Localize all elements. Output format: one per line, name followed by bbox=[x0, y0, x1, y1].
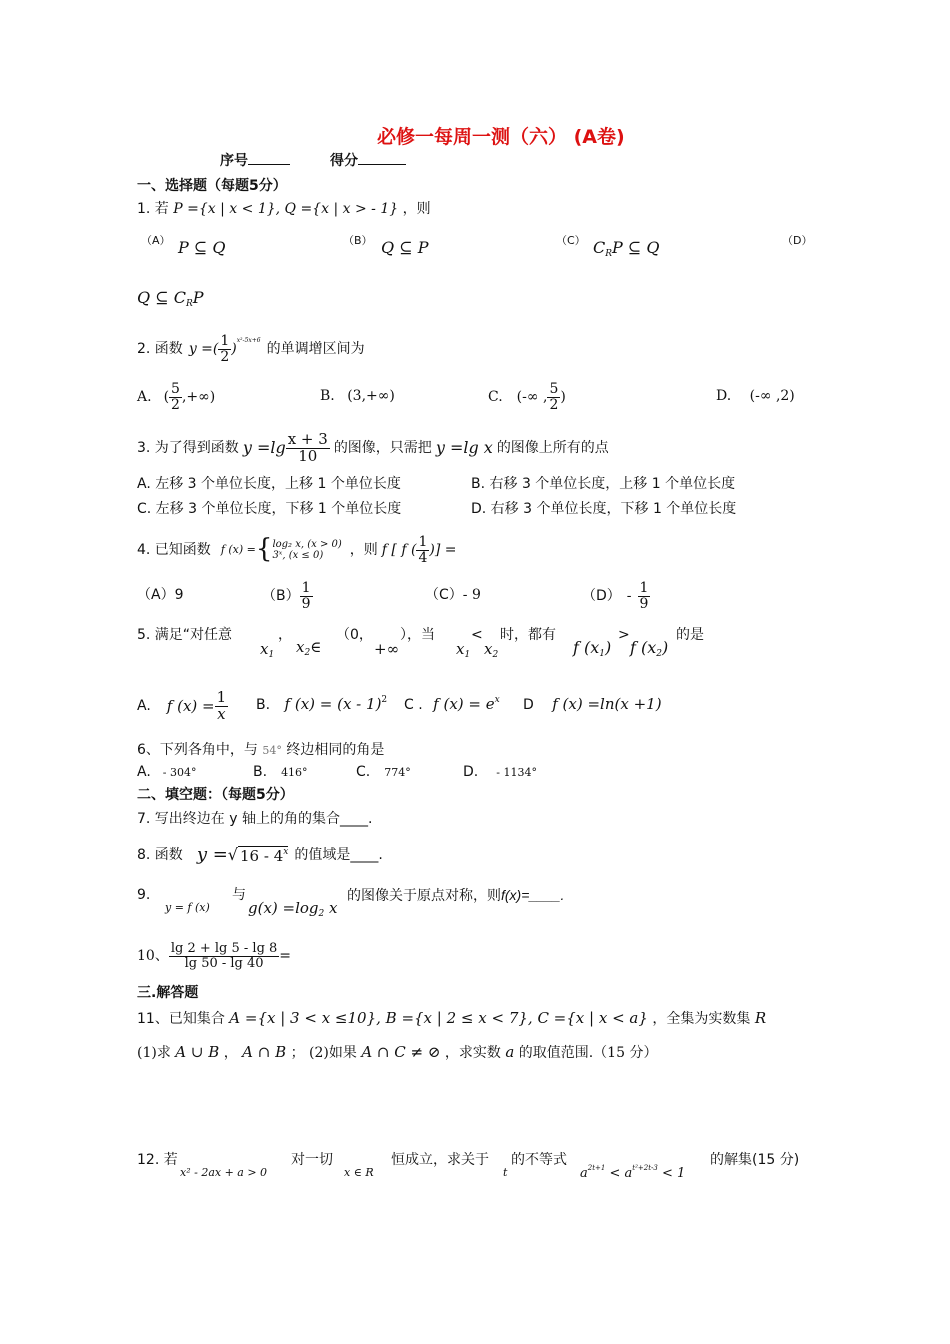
q11-sep: ， bbox=[223, 1045, 238, 1061]
q2-c-frac bbox=[547, 382, 560, 412]
q5-x1-sub: 1 bbox=[268, 650, 275, 660]
q4-a-text: 9 bbox=[174, 587, 184, 603]
q5-inf: +∞ bbox=[374, 640, 400, 658]
q3-option-c[interactable]: C. 左移 3 个单位长度，下移 1 个单位长度 bbox=[137, 501, 402, 517]
q6-d-label: D. bbox=[463, 764, 479, 780]
q1-tail: ，则 bbox=[402, 201, 431, 217]
q5-prefix: 5. 满足“对任意 bbox=[137, 627, 233, 643]
q2-option-a[interactable] bbox=[137, 375, 215, 419]
q4-expr-post: )] = bbox=[429, 541, 457, 558]
q2-post: 的单调增区间为 bbox=[266, 340, 365, 357]
q4-c-text: - 9 bbox=[462, 587, 481, 603]
question-8: 8. 函数 y = √ 16 - 4$^x$ 的值域是____. bbox=[137, 844, 383, 866]
q1-option-a[interactable] bbox=[141, 232, 171, 249]
q12-e2: t²+2t-3 bbox=[632, 1164, 658, 1172]
q6-a-label: A. bbox=[137, 764, 151, 780]
q2-c-pre: (-∞ , bbox=[516, 388, 548, 405]
q2-den: 2 bbox=[220, 348, 230, 365]
q3-num: x + 3 bbox=[287, 429, 328, 448]
q1-b-text: Q ⊆ P bbox=[381, 238, 429, 257]
q2-y: y =( bbox=[188, 340, 219, 357]
q1-d-pre: Q ⊆ C bbox=[137, 288, 186, 307]
score-field[interactable] bbox=[330, 153, 406, 170]
question-3 bbox=[137, 425, 609, 471]
q5-x1b bbox=[456, 640, 470, 661]
q2-exp: x²-5x+6 bbox=[236, 337, 261, 344]
q6-b-label: B. bbox=[253, 764, 268, 780]
q6-option-b[interactable] bbox=[253, 764, 308, 781]
question-4 bbox=[137, 530, 456, 570]
q11-prefix: 11、已知集合 bbox=[137, 1011, 225, 1027]
q6-c-text: 774° bbox=[384, 766, 411, 779]
q5-f1-sub: 1 bbox=[599, 649, 606, 659]
q4-den: 4 bbox=[418, 549, 428, 566]
q5-x2-sub: 2 bbox=[304, 648, 311, 658]
q5-option-b[interactable] bbox=[256, 695, 387, 714]
q11-a: a bbox=[505, 1043, 515, 1061]
q5-x1 bbox=[260, 640, 274, 661]
q3-y: y =lg bbox=[242, 438, 286, 458]
q12-mid: 恒成立，求关于 bbox=[391, 1152, 489, 1168]
q11-r: R bbox=[754, 1009, 767, 1027]
q5-x2-var: x bbox=[296, 638, 305, 656]
q3-prefix: 3. 为了得到函数 bbox=[137, 439, 239, 456]
q5-b-label: B. bbox=[256, 697, 271, 713]
q11-intersect: A ∩ B bbox=[242, 1043, 287, 1061]
q5-d-label: D bbox=[523, 697, 534, 713]
q1-option-b[interactable] bbox=[343, 232, 373, 249]
q2-a-frac bbox=[169, 382, 182, 412]
q12-post: 的解集(15 分) bbox=[710, 1152, 800, 1168]
q12-xr: x ∈ R bbox=[344, 1166, 374, 1179]
q3-den: 10 bbox=[298, 446, 318, 465]
q5-int-close-text: ） bbox=[400, 627, 407, 643]
question-11-parts bbox=[137, 1043, 657, 1062]
q9-g-pre: g(x) =log bbox=[248, 899, 319, 917]
q11-ask: ，求实数 bbox=[444, 1045, 501, 1061]
q10-eq: = bbox=[279, 947, 292, 964]
q5-b-pre: f (x) = (x - 1) bbox=[284, 695, 382, 713]
q3-mid: 的图像，只需把 bbox=[333, 439, 432, 456]
q6-angle: 54° bbox=[262, 744, 282, 757]
q4-brace: { bbox=[255, 534, 273, 565]
q12-a1: a bbox=[580, 1166, 588, 1181]
q6-post: 终边相同的角是 bbox=[286, 742, 385, 758]
q4-option-a[interactable] bbox=[137, 587, 184, 604]
q9-post-text: 的图像关于原点对称，则 bbox=[347, 888, 501, 904]
question-7: 7. 写出终边在 y 轴上的角的集合____. bbox=[137, 811, 373, 827]
q3-y2: y =lg x bbox=[435, 438, 493, 458]
q11-sets: A ={x | 3 < x ≤10}, B ={x | 2 ≤ x < 7}, C ={x | x < a} bbox=[229, 1009, 648, 1027]
q5-when2: 时，都有 bbox=[500, 627, 556, 643]
q4-d-num: 1 bbox=[639, 579, 649, 596]
q1-option-c[interactable] bbox=[556, 232, 586, 249]
q5-c-pre: f (x) = e bbox=[433, 695, 495, 713]
q5-b-exp: 2 bbox=[381, 695, 388, 705]
q6-option-c[interactable] bbox=[356, 764, 411, 781]
q6-option-d[interactable] bbox=[463, 764, 537, 781]
page-title: 必修一每周一测（六） (A卷) bbox=[377, 126, 625, 148]
q1-d-text bbox=[137, 288, 203, 310]
q4-option-b[interactable] bbox=[262, 576, 313, 616]
q9-fx: f(x)=____. bbox=[501, 887, 565, 903]
q5-d-text: f (x) =ln(x +1) bbox=[552, 695, 662, 713]
q8-prefix: 8. 函数 bbox=[137, 846, 183, 863]
q2-a-num: 5 bbox=[171, 380, 180, 397]
q5-c-label: C . bbox=[404, 697, 423, 713]
q2-option-d[interactable] bbox=[716, 388, 795, 405]
q4-f: f (x) = bbox=[220, 543, 256, 557]
q4-b-label: （B） bbox=[262, 587, 300, 604]
q9-post bbox=[347, 887, 564, 905]
q5-x2b bbox=[484, 640, 498, 661]
q8-rad: 16 - 4 bbox=[240, 846, 284, 865]
q12-expr bbox=[580, 1164, 685, 1182]
q11-tail: 的取值范围.（15 分） bbox=[518, 1045, 658, 1061]
q10-prefix: 10、 bbox=[137, 947, 169, 964]
q9-g bbox=[248, 899, 338, 920]
q5-gt: > bbox=[618, 627, 630, 643]
q4-d-label: （D） bbox=[582, 587, 621, 604]
q5-x1b-var: x bbox=[456, 640, 465, 658]
q4-prefix: 4. 已知函数 bbox=[137, 541, 211, 558]
q1-a-label: （A） bbox=[141, 234, 171, 247]
q2-c-label: C. bbox=[488, 388, 503, 405]
score-label: 得分 bbox=[330, 153, 358, 169]
q1-a-text: P ⊆ Q bbox=[178, 238, 226, 257]
q5-when: ，当 bbox=[407, 627, 435, 643]
q3-option-b[interactable]: B. 右移 3 个单位长度，上移 1 个单位长度 bbox=[471, 476, 736, 492]
q2-option-b[interactable] bbox=[320, 388, 395, 405]
q3-frac bbox=[286, 429, 330, 465]
q5-f1-close: ) bbox=[605, 638, 612, 657]
section-fill-heading: 二、填空题：（每题5分） bbox=[137, 787, 294, 803]
q12-for: 对一切 bbox=[291, 1152, 333, 1168]
q1-c-text bbox=[593, 238, 660, 260]
q5-a-pre: f (x) = bbox=[166, 697, 215, 715]
q5-f2-pre: f (x bbox=[630, 638, 657, 657]
q4-frac bbox=[416, 535, 429, 565]
q1-d-sub: R bbox=[185, 299, 193, 309]
q11-part2: ； (2)如果 bbox=[290, 1045, 357, 1061]
q2-prefix: 2. 函数 bbox=[137, 340, 183, 357]
question-1 bbox=[137, 201, 431, 218]
q6-b-text: 416° bbox=[281, 766, 308, 779]
q6-option-a[interactable] bbox=[137, 764, 197, 781]
q6-c-label: C. bbox=[356, 764, 371, 780]
q12-t: t bbox=[503, 1166, 508, 1179]
q2-a-post: ,+∞) bbox=[181, 388, 216, 405]
q5-post: 的是 bbox=[676, 627, 704, 643]
q1-c-sub: R bbox=[605, 249, 613, 259]
seq-label: 序号 bbox=[220, 153, 248, 169]
q11-union: A ∪ B bbox=[175, 1043, 220, 1061]
q4-b-den: 9 bbox=[301, 595, 311, 612]
section-choice-heading: 一、选择题（每题5分） bbox=[137, 178, 287, 194]
q4-c-label: （C） bbox=[425, 587, 463, 603]
q4-a-label: （A） bbox=[137, 587, 175, 603]
q6-a-text: - 304° bbox=[162, 766, 197, 779]
q3-option-a[interactable]: A. 左移 3 个单位长度，上移 1 个单位长度 bbox=[137, 476, 401, 492]
q5-a-num: 1 bbox=[216, 687, 227, 706]
q8-exp: x bbox=[283, 846, 289, 857]
q5-x2b-sub: 2 bbox=[492, 650, 499, 660]
q5-f1-pre: f (x bbox=[573, 638, 600, 657]
q2-option-c[interactable] bbox=[488, 375, 566, 419]
q2-a-label: A. bbox=[137, 388, 152, 405]
q4-d-frac bbox=[638, 581, 651, 611]
q4-option-c[interactable] bbox=[425, 587, 481, 604]
q9-f: y = f (x) bbox=[165, 901, 210, 914]
q2-c-den: 2 bbox=[549, 396, 559, 413]
q5-x2b-var: x bbox=[484, 640, 493, 658]
q8-post: 的值域是____. bbox=[294, 846, 383, 863]
q10-frac bbox=[169, 942, 279, 970]
q8-y: y = bbox=[196, 844, 228, 866]
seq-number-field[interactable] bbox=[220, 153, 290, 170]
question-10 bbox=[137, 934, 291, 978]
q4-b-frac bbox=[300, 581, 313, 611]
q5-x1-var: x bbox=[260, 640, 269, 658]
q12-lt1: < 1 bbox=[662, 1166, 686, 1181]
q5-x2 bbox=[296, 638, 321, 659]
q4-d-den: 9 bbox=[639, 595, 649, 612]
q11-post: ，全集为实数集 bbox=[652, 1011, 751, 1027]
q5-a-den: x bbox=[217, 704, 226, 723]
q2-b-label: B. bbox=[320, 388, 335, 404]
q1-c-post: P ⊆ Q bbox=[612, 238, 660, 257]
q5-in: ∈ bbox=[310, 638, 322, 656]
q5-f2-sub: 2 bbox=[656, 649, 663, 659]
q12-e1: 2t+1 bbox=[587, 1164, 606, 1172]
question-11 bbox=[137, 1009, 766, 1028]
q2-num: 1 bbox=[220, 332, 230, 349]
q2-d-label: D. bbox=[716, 388, 732, 404]
q12-ineq: x² - 2ax + a > 0 bbox=[180, 1166, 268, 1179]
q9-g-sub: 2 bbox=[318, 909, 325, 919]
q2-a-open: ( bbox=[163, 388, 170, 405]
q5-option-c[interactable] bbox=[404, 695, 500, 714]
q5-x1b-sub: 1 bbox=[464, 650, 471, 660]
q9-with: 与 bbox=[232, 887, 246, 903]
q2-c-post: ) bbox=[560, 388, 566, 405]
q2-d-text: (-∞ ,2) bbox=[749, 388, 795, 404]
q4-case1: log₂ x, (x > 0) bbox=[272, 539, 342, 550]
q3-post: 的图像上所有的点 bbox=[496, 439, 609, 456]
q5-a-label: A. bbox=[137, 697, 151, 714]
q9-g-x: x bbox=[324, 899, 338, 917]
q4-piecewise bbox=[272, 539, 341, 561]
q2-half bbox=[218, 334, 231, 364]
q4-d-pre: - bbox=[626, 587, 632, 604]
q5-c-exp: x bbox=[494, 695, 500, 705]
q4-mid: ，则 bbox=[349, 541, 378, 558]
q1-c-label: （C） bbox=[556, 234, 586, 247]
q5-int-open: （0， bbox=[336, 627, 373, 643]
q2-close: ) bbox=[231, 340, 237, 357]
q4-num: 1 bbox=[418, 533, 428, 550]
q1-b-label: （B） bbox=[343, 234, 373, 247]
q5-f2 bbox=[630, 638, 668, 660]
q6-prefix: 6、下列各角中，与 bbox=[137, 742, 258, 758]
q5-f2-close: ) bbox=[662, 638, 669, 657]
q5-comma: ， bbox=[278, 627, 292, 643]
q8-radicand bbox=[238, 846, 288, 865]
q11-cond: A ∩ C ≠ ⊘ bbox=[361, 1043, 441, 1061]
q12-prefix: 12. 若 bbox=[137, 1152, 178, 1168]
q4-b-num: 1 bbox=[301, 579, 311, 596]
q6-d-text: - 1134° bbox=[496, 766, 537, 779]
section-answer-heading: 三.解答题 bbox=[137, 985, 199, 1001]
q12-lt: < a bbox=[609, 1166, 633, 1181]
q2-a-den: 2 bbox=[171, 396, 180, 413]
q1-prefix: 1. 若 bbox=[137, 201, 169, 217]
q1-d-label: （D） bbox=[782, 234, 813, 247]
q5-lt: < bbox=[471, 627, 483, 643]
q3-option-d[interactable]: D. 右移 3 个单位长度，下移 1 个单位长度 bbox=[471, 501, 737, 517]
q4-case2: 3ˣ, (x ≤ 0) bbox=[272, 550, 324, 561]
q12-mid2: 的不等式 bbox=[511, 1152, 567, 1168]
q1-c-pre: C bbox=[593, 238, 606, 257]
q4-option-d[interactable] bbox=[582, 576, 650, 616]
q10-den: lg 50 - lg 40 bbox=[184, 955, 264, 971]
q1-sets: P ={x | x < 1}, Q ={x | x > - 1} bbox=[173, 201, 399, 217]
q5-int-close bbox=[400, 627, 435, 644]
q5-a-frac bbox=[215, 687, 229, 723]
q10-num: lg 2 + lg 5 - lg 8 bbox=[170, 940, 278, 956]
q1-d-post: P bbox=[192, 288, 204, 307]
q5-f1 bbox=[573, 638, 611, 660]
q2-c-num: 5 bbox=[549, 380, 559, 397]
q5-option-d[interactable] bbox=[523, 695, 662, 714]
q4-expr-pre: f [ f ( bbox=[381, 541, 417, 558]
question-6 bbox=[137, 742, 384, 759]
q11-part1: (1)求 bbox=[137, 1045, 171, 1061]
q2-b-text: (3,+∞) bbox=[347, 388, 395, 404]
q5-option-a[interactable] bbox=[137, 684, 228, 728]
q1-option-d[interactable] bbox=[782, 232, 812, 249]
question-2 bbox=[137, 327, 365, 371]
q9-prefix: 9. bbox=[137, 887, 151, 903]
